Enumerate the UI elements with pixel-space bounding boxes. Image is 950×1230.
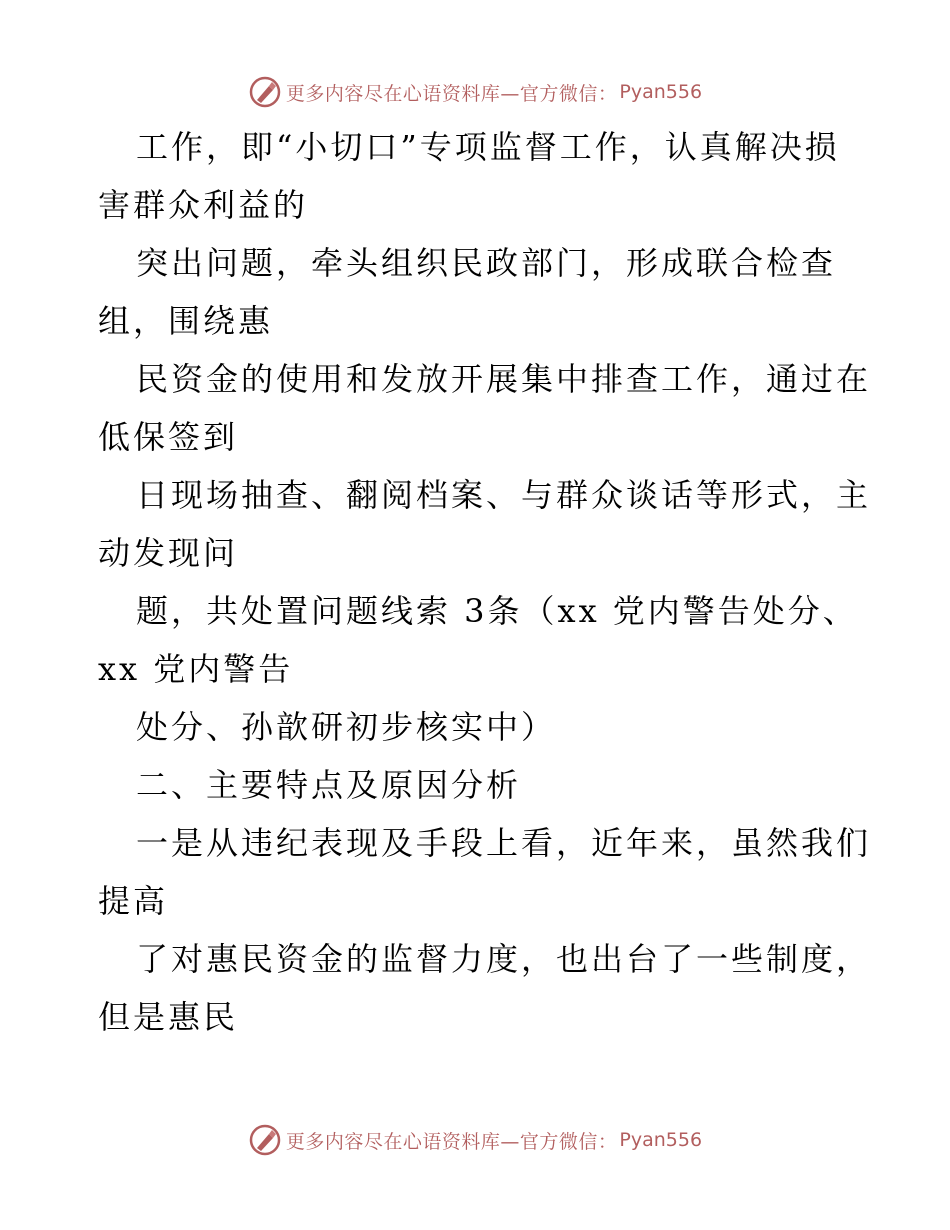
- paragraph-line: 动发现问: [98, 534, 239, 572]
- paragraph-line: xx 党内警告: [98, 650, 294, 688]
- paragraph: [98, 466, 872, 582]
- paragraph-line: 突出问题，牵头组织民政部门，形成联合检查: [136, 244, 837, 282]
- watermark-wechat-id: Pyan556: [619, 81, 703, 103]
- paragraph-line: 日现场抽查、翻阅档案、与群众谈话等形式，主: [136, 476, 872, 514]
- footer-watermark: [0, 1120, 950, 1160]
- paragraph-line: 民资金的使用和发放开展集中排查工作，通过在: [136, 360, 872, 398]
- paragraph-line: 但是惠民: [98, 998, 239, 1036]
- header-watermark: [0, 72, 950, 112]
- watermark-text: 更多内容尽在心语资料库—官方微信：: [285, 82, 618, 105]
- watermark-text: 更多内容尽在心语资料库—官方微信：: [285, 1130, 618, 1153]
- paragraph: [98, 350, 872, 466]
- paragraph-line: 一是从违纪表现及手段上看，近年来，虽然我们: [136, 824, 872, 862]
- document-body: [98, 118, 872, 1046]
- paragraph-line: 提高: [98, 882, 169, 920]
- paragraph-line: 害群众利益的: [98, 186, 309, 224]
- section-heading: [98, 756, 858, 814]
- paragraph: [98, 234, 858, 350]
- heading-line: 二、主要特点及原因分析: [136, 766, 522, 804]
- paragraph-line: 了对惠民资金的监督力度，也出台了一些制度，: [136, 940, 872, 978]
- paragraph: [98, 698, 858, 756]
- paragraph-line: 低保签到: [98, 418, 239, 456]
- paragraph: [98, 582, 858, 698]
- paragraph-line: 题，共处置问题线索 3条（xx 党内警告处分、: [136, 592, 858, 630]
- paragraph-line: 工作，即“小切口”专项监督工作，认真解决损: [136, 128, 840, 166]
- pen-emblem-icon: [248, 1123, 282, 1157]
- pen-emblem-icon: [248, 75, 282, 109]
- paragraph: [98, 118, 858, 234]
- watermark-wechat-id: Pyan556: [619, 1129, 703, 1151]
- paragraph: [98, 814, 872, 930]
- paragraph-line: 处分、孙歆研初步核实中）: [136, 708, 557, 746]
- paragraph: [98, 930, 872, 1046]
- paragraph-line: 组，围绕惠: [98, 302, 274, 340]
